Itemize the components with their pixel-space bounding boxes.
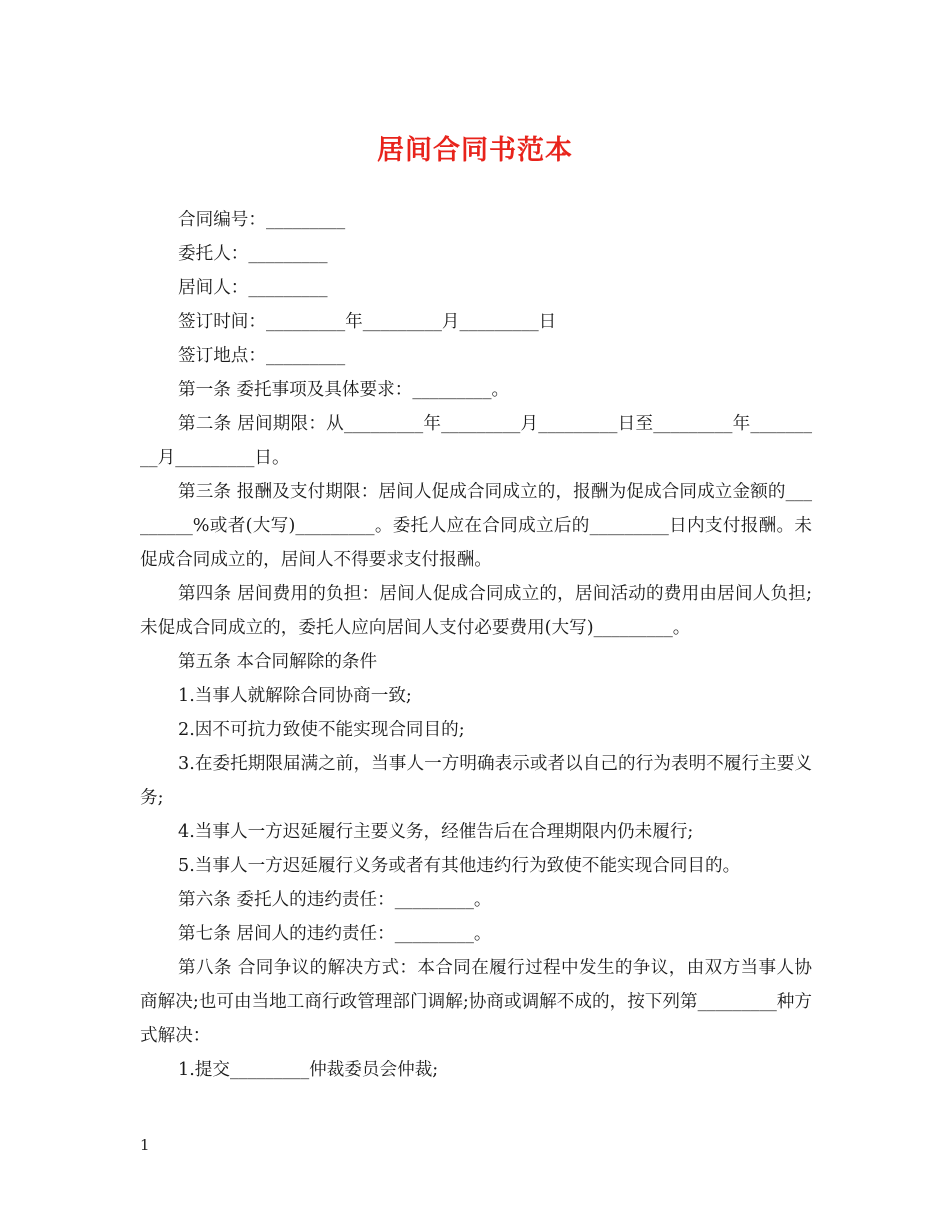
article-4: 第四条 居间费用的负担：居间人促成合同成立的，居间活动的费用由居间人负担;未促成合同成立的，委托人应向居间人支付必要费用(大写)_________。: [140, 584, 812, 638]
document-body: [140, 203, 812, 1087]
article-5-item-3: 3.在委托期限届满之前，当事人一方明确表示或者以自己的行为表明不履行主要义务;: [140, 754, 812, 808]
article-5-item-2: 2.因不可抗力致使不能实现合同目的;: [178, 720, 465, 740]
field-signing-date: 签订时间：_________年_________月_________日: [178, 312, 557, 332]
field-signing-place: 签订地点：_________: [178, 346, 346, 366]
document-title: 居间合同书范本: [377, 135, 573, 166]
article-6: 第六条 委托人的违约责任：_________。: [178, 890, 492, 910]
article-3: 第三条 报酬及支付期限：居间人促成合同成立的，报酬为促成合同成立金额的_________%或者(大写)_________。委托人应在合同成立后的_________日内支付报酬。未促成合同成立的，居间人不得要求支付报酬。: [140, 482, 812, 570]
article-2: 第二条 居间期限：从_________年_________月_________日至_________年_________月_________日。: [140, 414, 812, 468]
article-8: 第八条 合同争议的解决方式：本合同在履行过程中发生的争议，由双方当事人协商解决;也可由当地工商行政管理部门调解;协商或调解不成的，按下列第_________种方式解决：: [140, 958, 812, 1046]
article-5-item-5: 5.当事人一方迟延履行义务或者有其他违约行为致使不能实现合同目的。: [178, 856, 741, 876]
article-5: 第五条 本合同解除的条件: [178, 652, 378, 672]
field-contract-number: 合同编号：_________: [178, 210, 346, 230]
article-5-item-4: 4.当事人一方迟延履行主要义务，经催告后在合理期限内仍未履行;: [178, 822, 694, 842]
article-5-item-1: 1.当事人就解除合同协商一致;: [178, 686, 412, 706]
article-1: 第一条 委托事项及具体要求：_________。: [178, 380, 510, 400]
article-7: 第七条 居间人的违约责任：_________。: [178, 924, 492, 944]
field-intermediary: 居间人：_________: [178, 278, 328, 298]
page-number: 1: [140, 1136, 150, 1154]
article-8-item-1: 1.提交_________仲裁委员会仲裁;: [178, 1060, 439, 1080]
field-client: 委托人：_________: [178, 244, 328, 264]
